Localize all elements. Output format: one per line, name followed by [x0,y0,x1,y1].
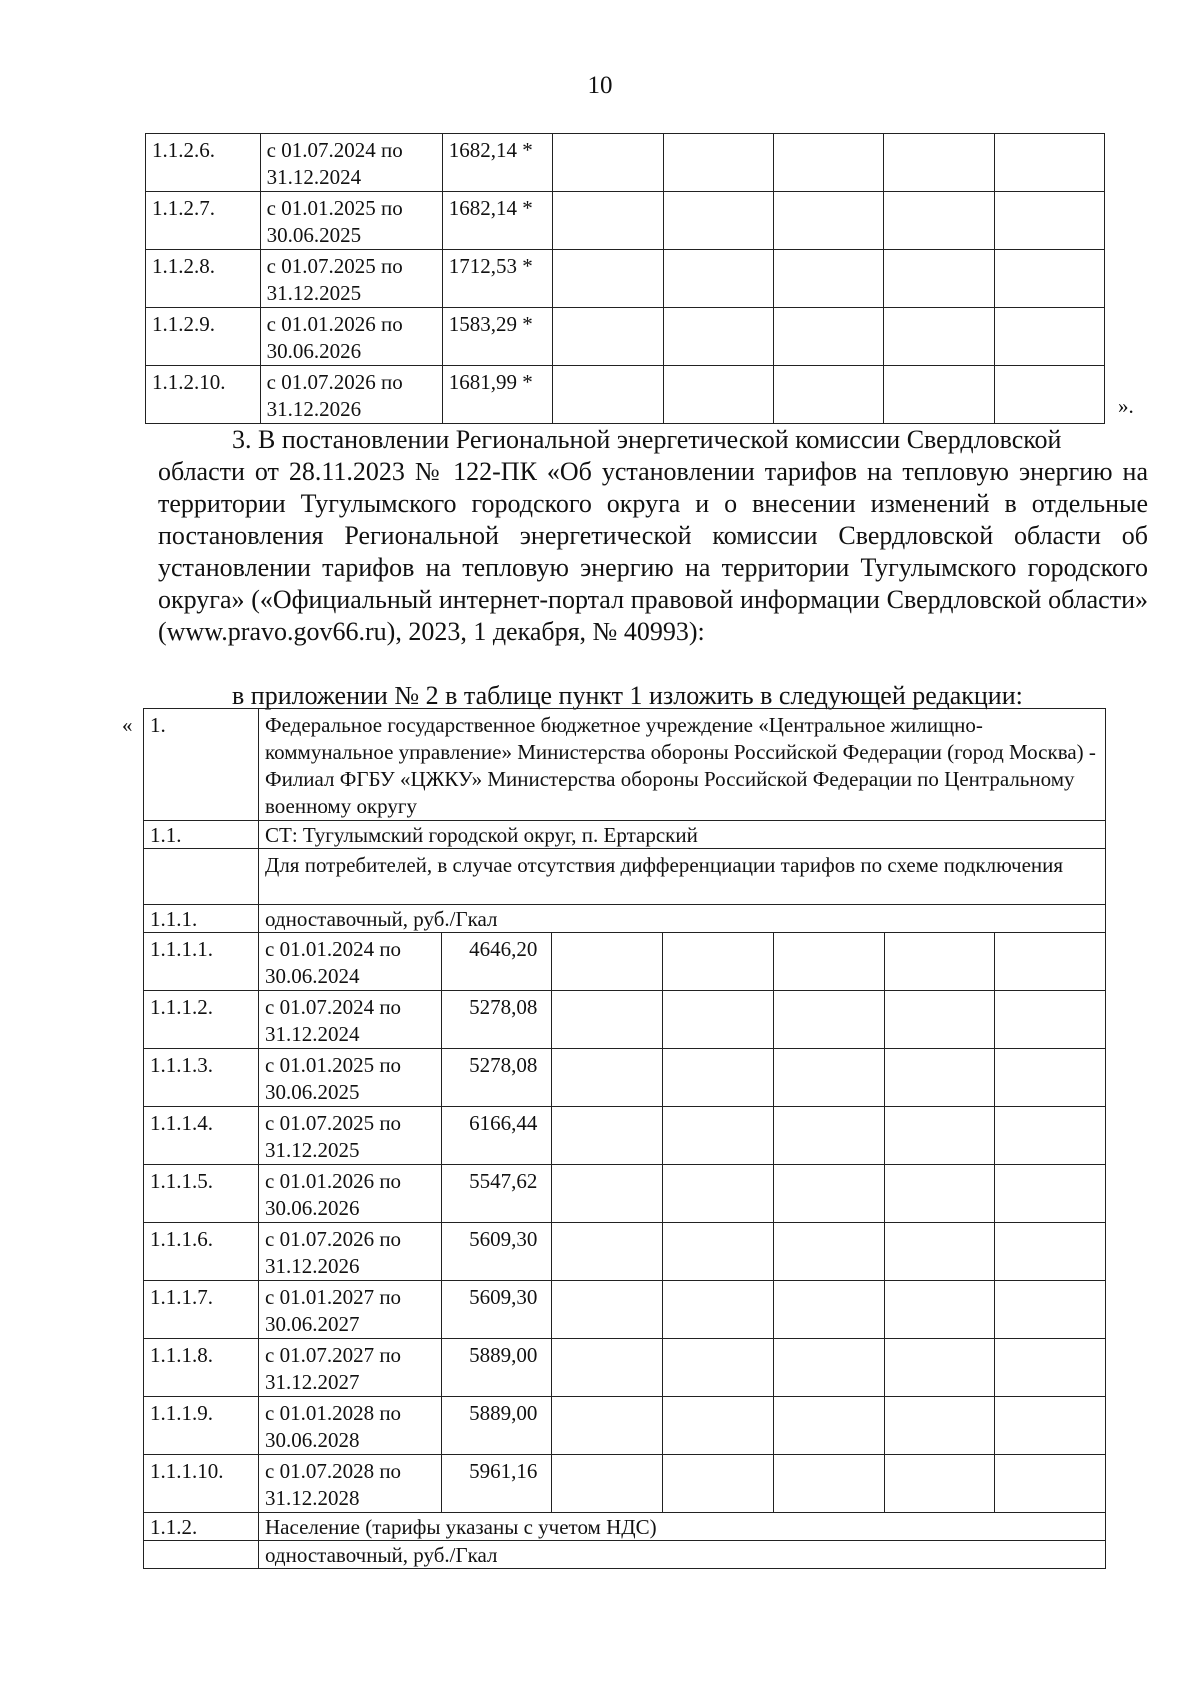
opening-quote: « [122,713,133,737]
row-period: с 01.01.2025 по 30.06.2025 [259,1049,442,1107]
row-period: с 01.07.2025 по 31.12.2025 [260,250,442,308]
row-code: 1.1.1.7. [144,1281,259,1339]
paragraph-first-line: 3. В постановлении Региональной энергетической комиссии Свердловской [232,425,1062,454]
paragraph-body: области от 28.11.2023 № 122-ПК «Об установлении тарифов на тепловую энергию на территории Тугулымского городского округа и о внесении изменений в отдельные постановления Региональной энергетической комиссии Свердловской области об установлении тарифов на тепловую энергию на территории Тугулымского городского округа» («Официальный интернет-портал правовой информации Свердловской области» (www.pravo.gov66.ru), 2023, 1 декабря, № 40993): [158,457,1148,646]
table-row-system [144,821,1106,849]
row-period: с 01.07.2024 по 31.12.2024 [259,991,442,1049]
row-code: 1.1.1.3. [144,1049,259,1107]
table-row [146,366,1105,424]
single-rate-code: 1.1.1. [144,905,259,933]
row-period: с 01.01.2025 по 30.06.2025 [260,192,442,250]
row-code: 1.1.1.5. [144,1165,259,1223]
row-value: 5889,00 [441,1339,552,1397]
row-value: 5961,16 [441,1455,552,1513]
table-row [144,1397,1106,1455]
row-value: 1712,53 * [442,250,552,308]
amendment-paragraph [158,424,1148,648]
row-value: 1682,14 * [442,192,552,250]
table-row [144,933,1106,991]
row-value: 4646,20 [441,933,552,991]
closing-quote: ». [1118,394,1134,418]
row-code: 1.1.2.6. [146,134,261,192]
table-row [144,1049,1106,1107]
row-code: 1.1.1.10. [144,1455,259,1513]
system-code: 1.1. [144,821,259,849]
row-code: 1.1.1.4. [144,1107,259,1165]
row-code: 1.1.1.9. [144,1397,259,1455]
row-value: 5547,62 [441,1165,552,1223]
population-rate-label: одноставочный, руб./Гкал [259,1541,1106,1569]
table-row-organization [144,709,1106,821]
table-row [144,1455,1106,1513]
single-rate-label: одноставочный, руб./Гкал [259,905,1106,933]
row-code: 1.1.1.1. [144,933,259,991]
population-label: Население (тарифы указаны с учетом НДС) [259,1513,1106,1541]
row-value: 1682,14 * [442,134,552,192]
table-row [144,991,1106,1049]
row-period: с 01.01.2024 по 30.06.2024 [259,933,442,991]
org-code: 1. [144,709,259,821]
row-period: с 01.07.2026 по 31.12.2026 [259,1223,442,1281]
table-row [146,192,1105,250]
row-period: с 01.07.2027 по 31.12.2027 [259,1339,442,1397]
row-value: 1583,29 * [442,308,552,366]
row-code: 1.1.2.8. [146,250,261,308]
table-row [144,1223,1106,1281]
row-value: 5889,00 [441,1397,552,1455]
table-row-single-rate [144,905,1106,933]
table-row-population-rate [144,1541,1106,1569]
population-code: 1.1.2. [144,1513,259,1541]
table-row [144,1165,1106,1223]
row-period: с 01.07.2026 по 31.12.2026 [260,366,442,424]
row-code: 1.1.2.10. [146,366,261,424]
row-value: 5278,08 [441,991,552,1049]
row-period: с 01.07.2028 по 31.12.2028 [259,1455,442,1513]
table-row-consumers [144,849,1106,905]
table-row [146,134,1105,192]
table-row [144,1281,1106,1339]
row-code: 1.1.2.9. [146,308,261,366]
row-code: 1.1.1.6. [144,1223,259,1281]
org-name: Федеральное государственное бюджетное учреждение «Центральное жилищно-коммунальное управление» Министерства обороны Российской Федерации (город Москва) - Филиал ФГБУ «ЦЖКУ» Министерства обороны Российской Федерации по Центральному военному округу [259,709,1106,821]
row-period: с 01.07.2025 по 31.12.2025 [259,1107,442,1165]
row-period: с 01.01.2027 по 30.06.2027 [259,1281,442,1339]
consumers-note: Для потребителей, в случае отсутствия дифференциации тарифов по схеме подключения [259,849,1106,905]
tariff-table-continuation [145,133,1105,424]
instruction-line: в приложении № 2 в таблице пункт 1 изложить в следующей редакции: [232,681,1023,710]
system-name: СТ: Тугулымский городской округ, п. Ертарский [259,821,1106,849]
row-period: с 01.01.2026 по 30.06.2026 [259,1165,442,1223]
row-code: 1.1.1.2. [144,991,259,1049]
table-row [146,308,1105,366]
table-row [144,1339,1106,1397]
row-value: 6166,44 [441,1107,552,1165]
table-row [144,1107,1106,1165]
row-period: с 01.07.2024 по 31.12.2024 [260,134,442,192]
row-period: с 01.01.2028 по 30.06.2028 [259,1397,442,1455]
page-number: 10 [587,72,613,99]
table-row-population [144,1513,1106,1541]
tariff-table-new-edition [143,708,1106,1569]
row-value: 5609,30 [441,1281,552,1339]
row-period: с 01.01.2026 по 30.06.2026 [260,308,442,366]
row-code: 1.1.1.8. [144,1339,259,1397]
row-value: 5609,30 [441,1223,552,1281]
row-value: 1681,99 * [442,366,552,424]
row-value: 5278,08 [441,1049,552,1107]
table-row [146,250,1105,308]
row-code: 1.1.2.7. [146,192,261,250]
